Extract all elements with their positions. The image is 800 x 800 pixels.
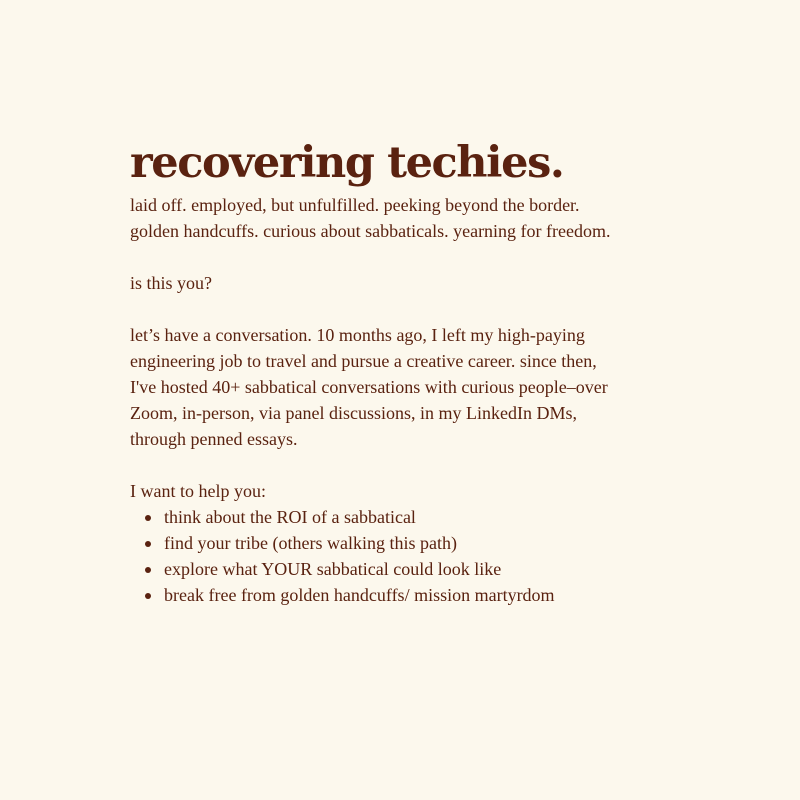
list-item-label: break free from golden handcuffs/ mission martyrdom xyxy=(164,585,555,605)
story-paragraph xyxy=(130,322,730,452)
list-item-label: find your tribe (others walking this path) xyxy=(164,533,457,553)
story-line: through penned essays. xyxy=(130,429,298,449)
spacer xyxy=(130,244,730,270)
spacer xyxy=(130,296,730,322)
list-item-label: think about the ROI of a sabbatical xyxy=(164,507,416,527)
question-line: is this you? xyxy=(130,273,213,293)
bullet-icon xyxy=(145,541,151,547)
help-heading-text: I want to help you: xyxy=(130,481,266,501)
help-list xyxy=(130,504,730,608)
story-line: engineering job to travel and pursue a creative career. since then, xyxy=(130,351,597,371)
help-heading xyxy=(130,478,730,504)
list-item xyxy=(130,530,730,556)
content xyxy=(130,134,730,608)
list-item-label: explore what YOUR sabbatical could look like xyxy=(164,559,502,579)
intro-paragraph xyxy=(130,192,730,244)
bullet-icon xyxy=(145,567,151,573)
list-item xyxy=(130,504,730,530)
intro-line: golden handcuffs. curious about sabbaticals. yearning for freedom. xyxy=(130,221,611,241)
story-line: Zoom, in-person, via panel discussions, in my LinkedIn DMs, xyxy=(130,403,577,423)
question-text xyxy=(130,270,730,296)
page-title: recovering techies. xyxy=(130,138,564,188)
story-line: I've hosted 40+ sabbatical conversations with curious people–over xyxy=(130,377,608,397)
bullet-icon xyxy=(145,515,151,521)
story-line: let’s have a conversation. 10 months ago, I left my high-paying xyxy=(130,325,585,345)
bullet-icon xyxy=(145,593,151,599)
list-item xyxy=(130,582,730,608)
spacer xyxy=(130,452,730,478)
list-item xyxy=(130,556,730,582)
intro-line: laid off. employed, but unfulfilled. peeking beyond the border. xyxy=(130,195,580,215)
